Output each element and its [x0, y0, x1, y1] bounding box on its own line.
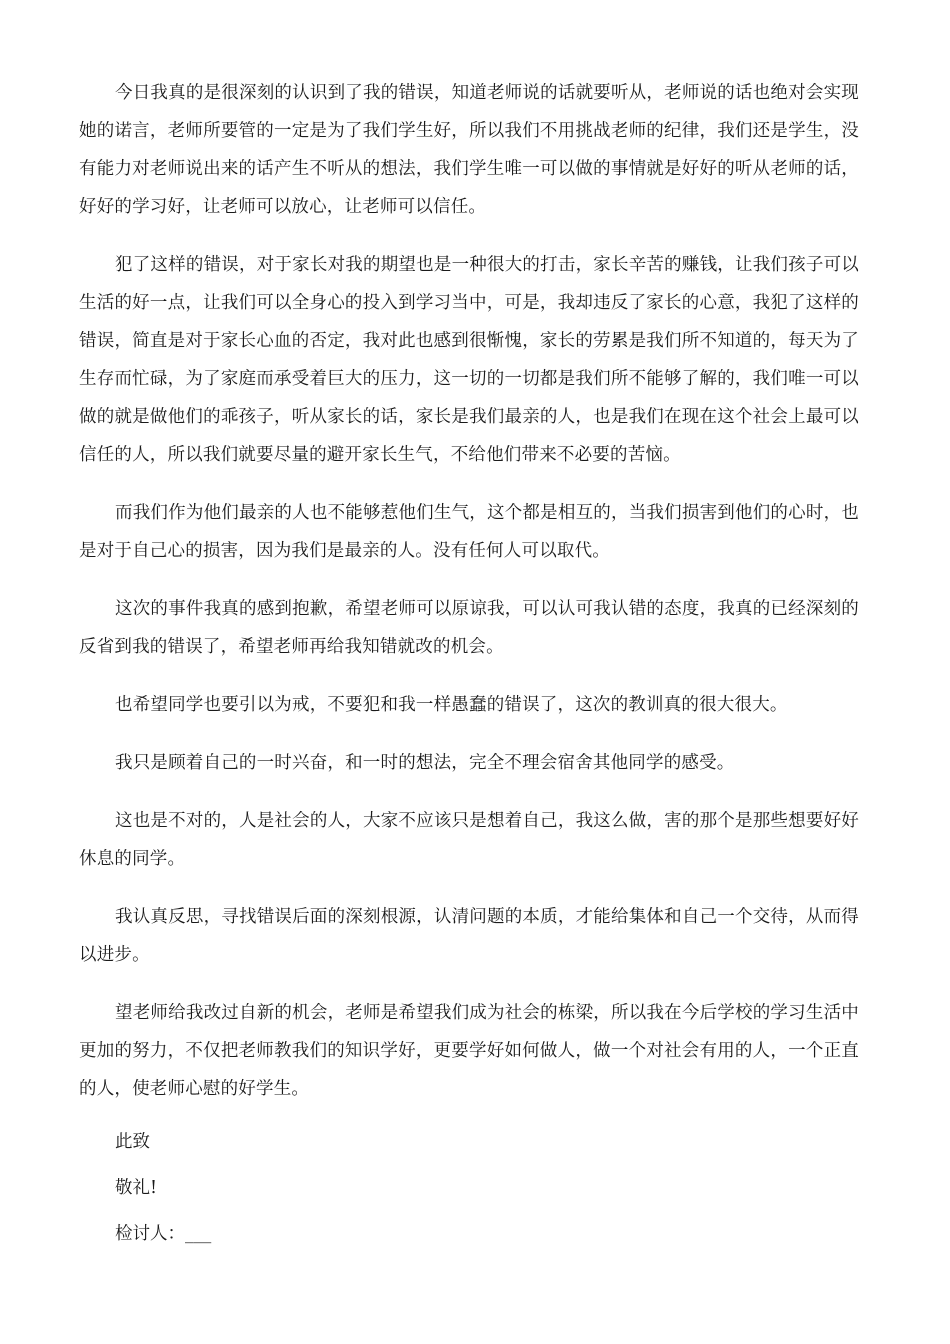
paragraph-7: 这也是不对的，人是社会的人，大家不应该只是想着自己，我这么做，害的那个是那些想要好好休息的同学。: [79, 811, 859, 869]
paragraph-6: 我只是顾着自己的一时兴奋，和一时的想法，完全不理会宿舍其他同学的感受。: [115, 753, 735, 773]
closing-salutation-2: 敬礼!: [115, 1178, 158, 1198]
paragraph-8: 我认真反思，寻找错误后面的深刻根源，认清问题的本质，才能给集体和自己一个交待，从而得以进步。: [79, 907, 859, 965]
paragraph-1: 今日我真的是很深刻的认识到了我的错误，知道老师说的话就要听从，老师说的话也绝对会实现她的诺言，老师所要管的一定是为了我们学生好，所以我们不用挑战老师的纪律，我们还是学生，没有能力对老师说出来的话产生不听从的想法，我们学生唯一可以做的事情就是好好的听从老师的话，好好的学习好，让老师可以放心，让老师可以信任。: [79, 83, 859, 217]
paragraph-9: 望老师给我改过自新的机会，老师是希望我们成为社会的栋梁，所以我在今后学校的学习生活中更加的努力，不仅把老师教我们的知识学好，更要学好如何做人，做一个对社会有用的人，一个正直的人，使老师心慰的好学生。: [79, 1003, 859, 1099]
paragraph-3: 而我们作为他们最亲的人也不能够惹他们生气，这个都是相互的，当我们损害到他们的心时，也是对于自己心的损害，因为我们是最亲的人。没有任何人可以取代。: [79, 503, 859, 561]
document-page: [79, 74, 859, 1266]
signer-line: 检讨人：___: [115, 1224, 212, 1244]
paragraph-2: 犯了这样的错误，对于家长对我的期望也是一种很大的打击，家长辛苦的赚钱，让我们孩子可以生活的好一点，让我们可以全身心的投入到学习当中，可是，我却违反了家长的心意，我犯了这样的错误，简直是对于家长心血的否定，我对此也感到很惭愧，家长的劳累是我们所不知道的，每天为了生存而忙碌，为了家庭而承受着巨大的压力，这一切的一切都是我们所不能够了解的，我们唯一可以做的就是做他们的乖孩子，听从家长的话，家长是我们最亲的人，也是我们在现在这个社会上最可以信任的人，所以我们就要尽量的避开家长生气，不给他们带来不必要的苦恼。: [79, 255, 859, 465]
paragraph-5: 也希望同学也要引以为戒，不要犯和我一样愚蠢的错误了，这次的教训真的很大很大。: [115, 695, 788, 715]
paragraph-4: 这次的事件我真的感到抱歉，希望老师可以原谅我，可以认可我认错的态度，我真的已经深刻的反省到我的错误了，希望老师再给我知错就改的机会。: [79, 599, 859, 657]
closing-salutation-1: 此致: [115, 1132, 150, 1152]
